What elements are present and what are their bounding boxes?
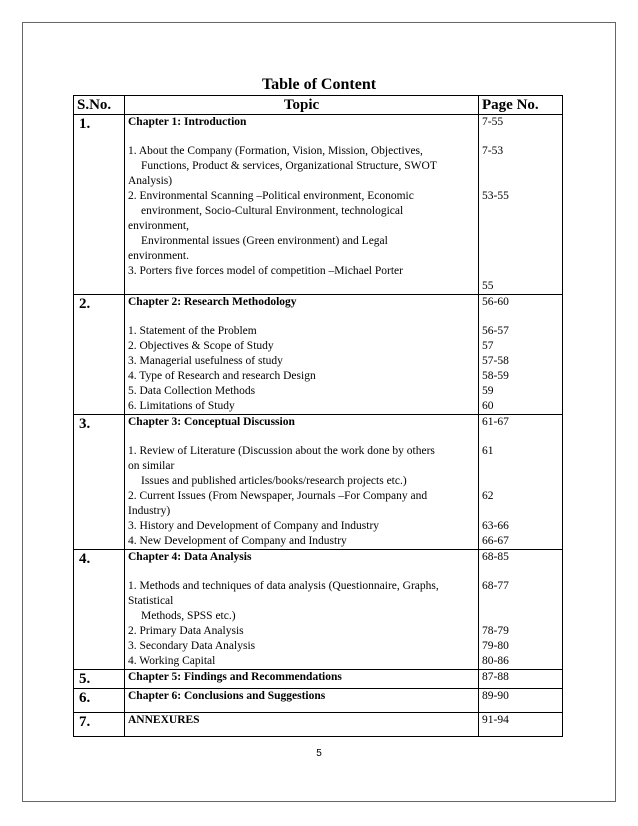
- chapter-row: [74, 415, 563, 550]
- chapter-page-range: 56-60: [482, 296, 509, 308]
- item-page: 7-53: [482, 145, 504, 157]
- chapter-topic: [125, 670, 479, 689]
- chapter-topic: [125, 713, 479, 737]
- topic-line: Statistical: [128, 595, 174, 607]
- item-page: 66-67: [482, 535, 509, 547]
- chapter-page-range: 87-88: [482, 671, 509, 683]
- chapter-sno: 4.: [74, 550, 125, 670]
- topic-line: 1. Statement of the Problem: [128, 325, 257, 337]
- topic-line: Functions, Product & services, Organizational Structure, SWOT: [141, 160, 437, 172]
- item-page: 61: [482, 445, 494, 457]
- item-page: 58-59: [482, 370, 509, 382]
- item-page: 53-55: [482, 190, 509, 202]
- topic-line: 6. Limitations of Study: [128, 400, 235, 412]
- topic-line: 2. Current Issues (From Newspaper, Journals –For Company and: [128, 490, 428, 502]
- topic-line: 1. Methods and techniques of data analysis (Questionnaire, Graphs,: [128, 580, 439, 592]
- chapter-sno: 6.: [74, 689, 125, 713]
- item-page: 80-86: [482, 655, 509, 667]
- chapter-pages: [479, 713, 563, 737]
- item-page: 60: [482, 400, 494, 412]
- topic-line: 2. Objectives & Scope of Study: [128, 340, 274, 352]
- chapter-page-range: 68-85: [482, 551, 509, 563]
- chapter-pages: [479, 415, 563, 550]
- item-page: 68-77: [482, 580, 509, 592]
- topic-line: 1. Review of Literature (Discussion about the work done by others: [128, 445, 435, 457]
- chapter-sno: 2.: [74, 295, 125, 415]
- item-page: 79-80: [482, 640, 509, 652]
- item-page: 59: [482, 385, 494, 397]
- chapter-sno: 1.: [74, 115, 125, 295]
- chapter-page-range: 91-94: [482, 714, 509, 726]
- header-row: [74, 96, 563, 115]
- chapter-row: [74, 713, 563, 737]
- chapter-row: [74, 115, 563, 295]
- item-page: 56-57: [482, 325, 509, 337]
- topic-line: Industry): [128, 505, 171, 517]
- topic-line: 5. Data Collection Methods: [128, 385, 256, 397]
- topic-line: 1. About the Company (Formation, Vision, Mission, Objectives,: [128, 145, 423, 157]
- topic-line: 3. Managerial usefulness of study: [128, 355, 283, 367]
- chapter-row: [74, 295, 563, 415]
- chapter-page-range: 89-90: [482, 690, 509, 702]
- item-page: 57-58: [482, 355, 509, 367]
- chapter-title: Chapter 1: Introduction: [128, 116, 247, 128]
- item-page: 55: [482, 280, 494, 292]
- page-number: 5: [316, 748, 322, 759]
- chapter-topic: [125, 689, 479, 713]
- topic-line: Issues and published articles/books/research projects etc.): [141, 475, 407, 487]
- topic-line: 2. Primary Data Analysis: [128, 625, 244, 637]
- topic-line: 4. Type of Research and research Design: [128, 370, 316, 382]
- item-page: 78-79: [482, 625, 509, 637]
- topic-line: environment, Socio-Cultural Environment, technological: [141, 205, 404, 217]
- chapter-topic: [125, 295, 479, 415]
- chapter-topic: [125, 115, 479, 295]
- topic-line: 4. Working Capital: [128, 655, 216, 667]
- chapter-sno: 3.: [74, 415, 125, 550]
- topic-line: environment.: [128, 250, 189, 262]
- topic-line: 3. Secondary Data Analysis: [128, 640, 256, 652]
- item-page: 57: [482, 340, 494, 352]
- topic-line: Environmental issues (Green environment) and Legal: [141, 235, 388, 247]
- topic-line: 2. Environmental Scanning –Political environment, Economic: [128, 190, 414, 202]
- chapter-row: [74, 550, 563, 670]
- topic-line: Methods, SPSS etc.): [141, 610, 236, 622]
- chapter-topic: [125, 415, 479, 550]
- chapter-row: [74, 670, 563, 689]
- chapter-pages: [479, 295, 563, 415]
- topic-line: on similar: [128, 460, 175, 472]
- item-page: 63-66: [482, 520, 509, 532]
- chapter-row: [74, 689, 563, 713]
- topic-line: environment,: [128, 220, 189, 232]
- chapter-pages: [479, 670, 563, 689]
- chapter-title: Chapter 5: Findings and Recommendations: [128, 671, 342, 683]
- chapter-title: Chapter 4: Data Analysis: [128, 551, 252, 563]
- topic-line: 3. History and Development of Company and Industry: [128, 520, 380, 532]
- chapter-title: ANNEXURES: [128, 714, 200, 726]
- chapter-title: Chapter 6: Conclusions and Suggestions: [128, 690, 326, 702]
- chapter-page-range: 61-67: [482, 416, 509, 428]
- page-title: Table of Content: [261, 76, 377, 93]
- chapter-sno: 7.: [74, 713, 125, 737]
- topic-line: 3. Porters five forces model of competition –Michael Porter: [128, 265, 403, 277]
- item-page: 62: [482, 490, 494, 502]
- topic-line: 4. New Development of Company and Industry: [128, 535, 347, 547]
- topic-line: Analysis): [128, 175, 173, 187]
- header-page: Page No.: [479, 96, 563, 115]
- chapter-pages: [479, 115, 563, 295]
- chapter-topic: [125, 550, 479, 670]
- chapter-title: Chapter 3: Conceptual Discussion: [128, 416, 295, 428]
- contents-table: [73, 95, 563, 737]
- header-sno: S.No.: [74, 96, 125, 115]
- header-topic: Topic: [125, 96, 479, 115]
- chapter-page-range: 7-55: [482, 116, 504, 128]
- chapter-pages: [479, 689, 563, 713]
- chapter-title: Chapter 2: Research Methodology: [128, 296, 297, 308]
- chapter-pages: [479, 550, 563, 670]
- chapter-sno: 5.: [74, 670, 125, 689]
